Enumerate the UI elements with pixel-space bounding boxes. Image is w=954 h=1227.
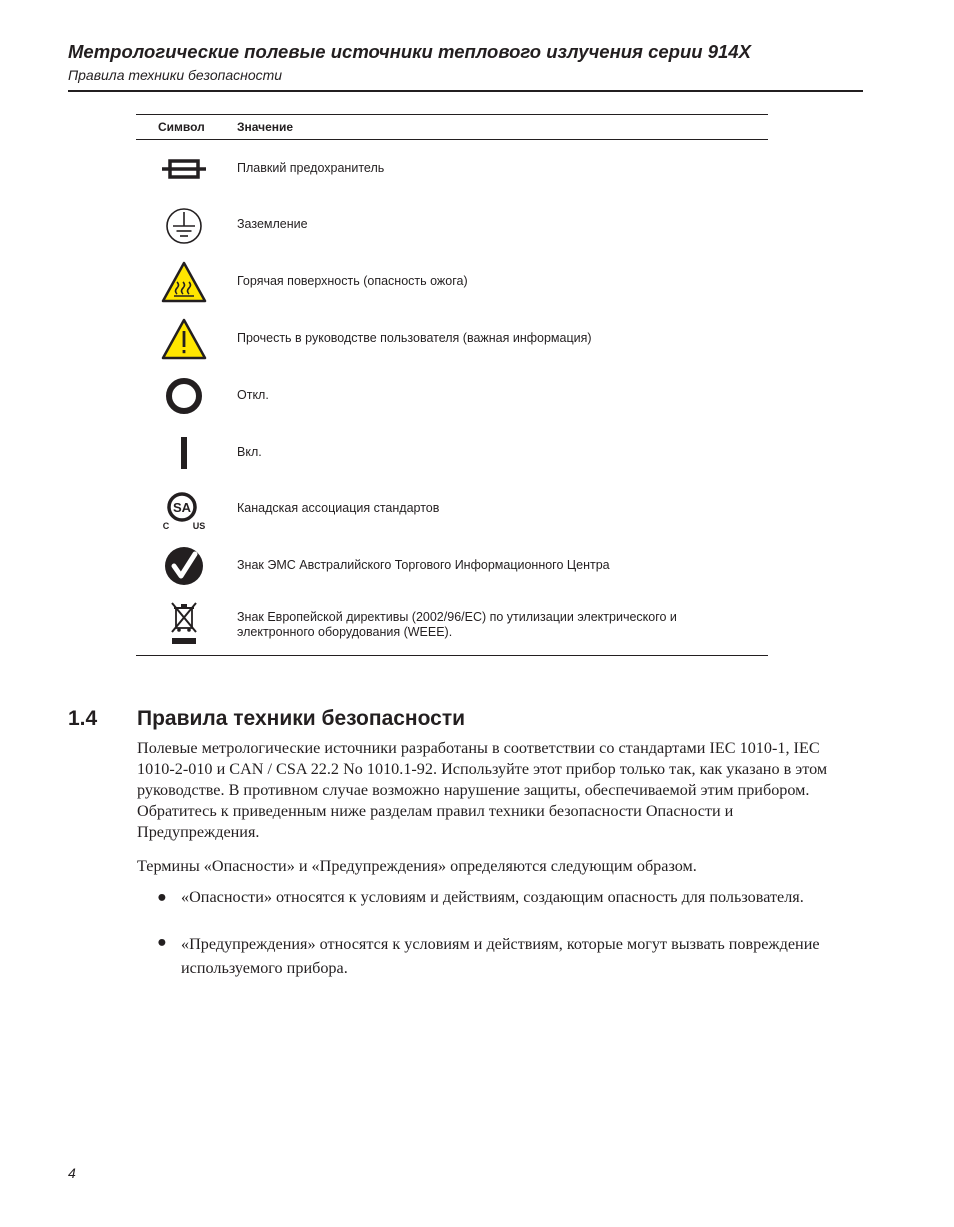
- ground-icon: [156, 201, 212, 251]
- row-meaning: Прочесть в руководстве пользователя (важная информация): [237, 331, 592, 345]
- body-paragraph: Полевые метрологические источники разработаны в соответствии со стандартами IEC 1010-1, IEC 1010-2-010 и CAN / CSA 22.2 No 1010.1-92. Используйте этот прибор только так, как указано в этом руководстве. В противном случае возможно нарушение защиты, обеспечиваемой этим прибором. Обратитесь к приведенным ниже разделам правил техники безопасности Опасности и Предупреждения.: [137, 739, 828, 841]
- svg-text:C: C: [162, 521, 170, 531]
- row-meaning: Знак ЭМС Австралийского Торгового Информационного Центра: [237, 558, 610, 572]
- power-on-icon: [156, 428, 212, 478]
- svg-text:SA: SA: [172, 500, 192, 515]
- c-tick-mark-icon: [156, 541, 212, 591]
- header-title: Метрологические полевые источники теплового излучения серии 914X: [68, 41, 751, 62]
- row-meaning: Откл.: [237, 388, 269, 402]
- row-meaning: Заземление: [237, 217, 308, 231]
- header-subtitle: Правила техники безопасности: [68, 67, 283, 83]
- header-rule: [68, 90, 863, 92]
- column-header-meaning: Значение: [237, 120, 294, 134]
- row-meaning: Вкл.: [237, 445, 262, 459]
- csa-mark-icon: [156, 484, 212, 534]
- row-meaning: Плавкий предохранитель: [237, 161, 385, 175]
- bullet-text: «Опасности» относятся к условиям и действиям, создающим опасность для пользователя.: [181, 888, 804, 906]
- svg-text:US: US: [192, 521, 206, 531]
- bullet-dot: ●: [157, 888, 167, 906]
- column-header-symbol: Символ: [158, 120, 205, 134]
- hot-surface-warning-icon: [156, 257, 212, 307]
- section-number: 1.4: [68, 707, 98, 730]
- row-meaning: Знак Европейской директивы (2002/96/EC) по утилизации электрического и электронного оборудования (WEEE).: [237, 610, 677, 639]
- body-paragraph: Термины «Опасности» и «Предупреждения» определяются следующим образом.: [137, 857, 697, 875]
- section-title: Правила техники безопасности: [137, 707, 466, 730]
- bullet-dot: ●: [157, 933, 167, 951]
- fuse-icon: [156, 144, 212, 194]
- bullet-text: «Предупреждения» относятся к условиям и действиям, которые могут вызвать повреждение используемого прибора.: [181, 935, 820, 977]
- page-number: 4: [68, 1165, 76, 1181]
- row-meaning: Канадская ассоциация стандартов: [237, 501, 440, 515]
- row-meaning: Горячая поверхность (опасность ожога): [237, 274, 468, 288]
- table-bottom-rule: [136, 655, 768, 656]
- power-off-icon: [156, 371, 212, 421]
- table-header-rule: [136, 139, 768, 140]
- weee-bin-icon: [156, 598, 212, 648]
- caution-warning-icon: [156, 314, 212, 364]
- table-top-rule: [136, 114, 768, 115]
